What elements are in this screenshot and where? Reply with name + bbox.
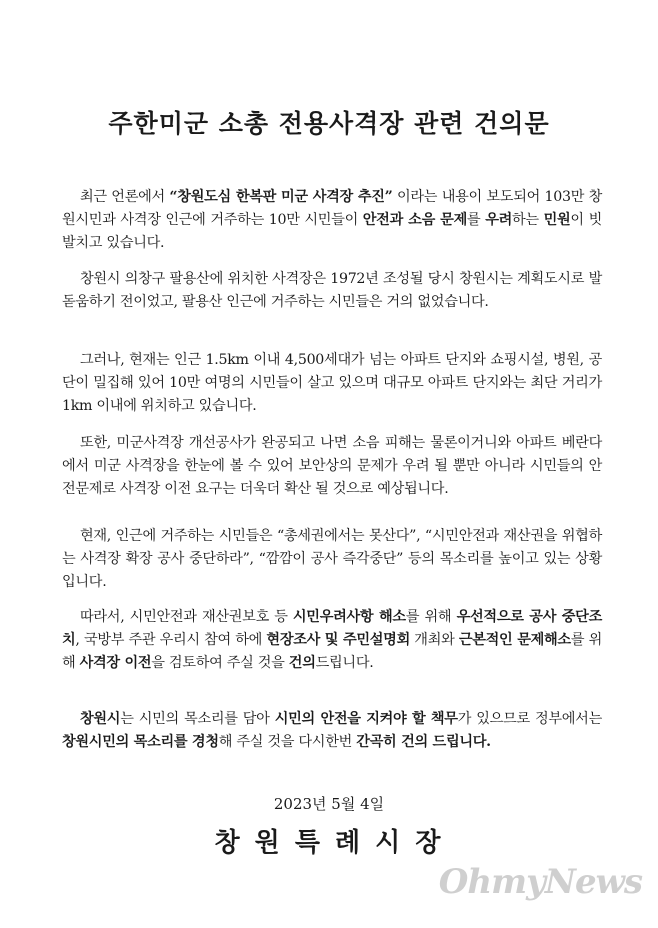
emphasized-text: “창원도심 한복판 미군 사격장 추진” [169,189,393,205]
paragraph-text: 그러나, 현재는 인근 1.5km 이내 4,500세대가 넘는 아파트 단지와 쇼핑시설, 병원, 공단이 밀집해 있어 10만 여명의 시민들이 살고 있으며 대규모 아파트 단지와는 최단 거리가 1km 이내에 위치하고 있습니다. [62,352,602,414]
paragraph-text: 또한, 미군사격장 개선공사가 완공되고 나면 소음 피해는 물론이거니와 아파트 베란다에서 미군 사격장을 한눈에 볼 수 있어 보안상의 문제가 우려 될 뿐만 아니라 시민들의 안전문제로 사격장 이전 요구는 더욱더 확산 될 것으로 예상됩니다. [62,435,602,497]
document-date: 2023년 5월 4일 [273,795,385,813]
paragraph-text: 이 빗발치고 있습니다. [62,212,602,251]
paragraph [62,432,602,501]
emphasized-text: 우선적으로 공사 중단조치 [62,609,602,648]
emphasized-text: 시민우려사항 해소 [292,609,406,625]
emphasized-text: 창원시민의 목소리를 경청 [62,734,219,750]
paragraph-text: 드립니다. [315,655,374,671]
paragraph-text: 개최와 [409,632,459,648]
emphasized-text: 시민의 안전을 지켜야 할 책무 [274,711,458,727]
paragraph-text: 를 위해 [62,632,602,671]
paragraph [62,606,602,675]
paragraph-text: 를 위해 [405,609,457,625]
paragraph-text: 따라서, 시민안전과 재산권보호 등 [80,609,293,625]
paragraph-text: 최근 언론에서 [80,189,170,205]
signature-mayor: 창 원 특 례 시 장 [214,828,444,858]
emphasized-text: 우려 [485,212,512,228]
paragraph-text: 창원시 의창구 팔용산에 위치한 사격장은 1972년 조성될 당시 창원시는 계획도시로 발돋움하기 전이었고, 팔용산 인근에 거주하는 시민들은 거의 없었습니다. [62,271,602,310]
emphasized-text: 민원 [543,212,571,228]
emphasized-text: 간곡히 건의 드립니다. [356,734,491,750]
paragraph [62,708,602,754]
paragraph [62,349,602,418]
paragraph-text: 가 있으므로 정부에서는 [457,711,602,727]
document-title: 주한미군 소총 전용사격장 관련 건의문 [108,109,550,138]
paragraph-text: 하는 [512,212,544,228]
paragraph-text: , 국방부 주관 우리시 참여 하에 [75,632,267,648]
emphasized-text: 안전과 소음 문제 [362,212,467,228]
paragraph-text: 는 시민의 목소리를 담아 [120,711,275,727]
paragraph-text: 를 [467,212,486,228]
emphasized-text: 현장조사 및 주민설명회 [266,632,410,648]
watermark-logo: OhmyNews [438,862,642,902]
emphasized-text: 근본적인 문제해소 [458,632,571,648]
paragraph [62,268,602,314]
emphasized-text: 건의 [288,655,316,671]
paragraph-text: 을 검토하여 주실 것을 [151,655,289,671]
paragraph-text: 해 주실 것을 다시한번 [218,734,357,750]
paragraph [62,186,602,255]
emphasized-text: 창원시 [80,711,121,727]
emphasized-text: 사격장 이전 [79,655,152,671]
paragraph-text: 현재, 인근에 거주하는 시민들은 “총세권에서는 못산다”, “시민안전과 재산권을 위협하는 사격장 확장 공사 중단하라”, “깜깜이 공사 즉각중단” 등의 목소리를 높이고 있는 상황입니다. [62,528,602,590]
paragraph-text: 이라는 내용이 보도되어 103만 창원시민과 사격장 인근에 거주하는 10만 시민들이 [62,189,602,228]
paragraph [62,525,602,594]
